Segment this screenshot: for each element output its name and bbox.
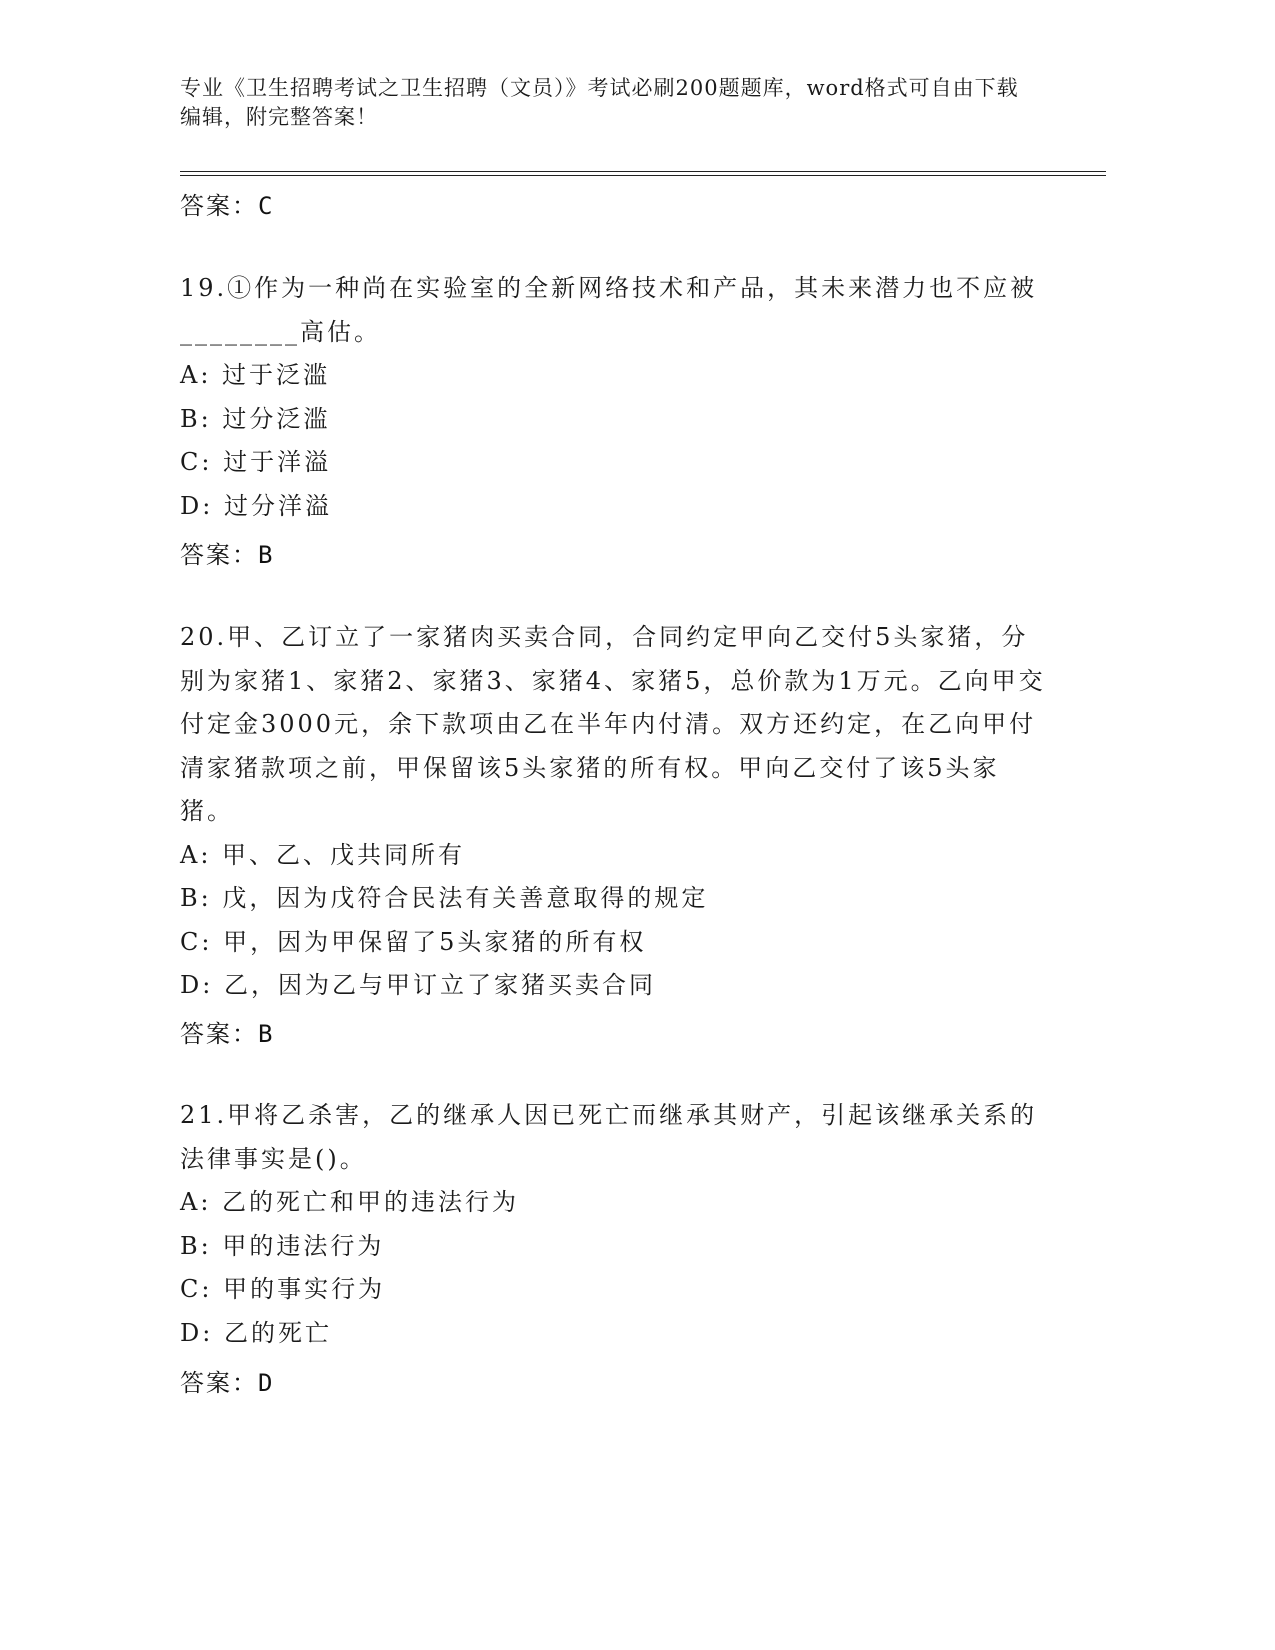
option-d: D: 乙的死亡: [180, 1318, 332, 1347]
header-rule-bottom: [180, 175, 1106, 176]
option-a: A: 甲、乙、戊共同所有: [180, 840, 466, 869]
question-19: [180, 267, 1050, 528]
question-text: 19.①作为一种尚在实验室的全新网络技术和产品，其未来潜力也不应被________高估。: [180, 274, 1038, 346]
answer-21: 答案：D: [180, 1369, 275, 1397]
option-a: A: 过于泛滥: [180, 361, 331, 389]
option-b: B: 甲的违法行为: [180, 1231, 385, 1260]
answer-20: 答案：B: [180, 1020, 275, 1048]
option-c: C: 甲的事实行为: [180, 1275, 386, 1303]
option-d: D: 乙，因为乙与甲订立了家猪买卖合同: [180, 971, 656, 999]
question-21: [180, 1094, 1050, 1355]
header-rule-top: [180, 171, 1106, 172]
previous-answer: 答案：C: [180, 192, 275, 220]
option-b: B: 过分泛滥: [180, 404, 331, 433]
option-b: B: 戊，因为戊符合民法有关善意取得的规定: [180, 884, 709, 912]
option-c: C: 过于洋溢: [180, 448, 332, 476]
document-header: 专业《卫生招聘考试之卫生招聘（文员）》考试必刷200题题库，word格式可自由下载编辑，附完整答案！: [180, 76, 1019, 129]
answer-19: 答案：B: [180, 541, 275, 569]
option-a: A: 乙的死亡和甲的违法行为: [180, 1188, 520, 1216]
question-20: [180, 616, 1050, 1008]
question-text: 21.甲将乙杀害，乙的继承人因已死亡而继承其财产，引起该继承关系的法律事实是()。: [180, 1101, 1038, 1173]
option-d: D: 过分洋溢: [180, 491, 332, 520]
option-c: C: 甲，因为甲保留了5头家猪的所有权: [180, 927, 647, 956]
question-text: 20.甲、乙订立了一家猪肉买卖合同，合同约定甲向乙交付5头家猪，分别为家猪1、家猪2、家猪3、家猪4、家猪5，总价款为1万元。乙向甲交付定金3000元，余下款项由乙在半年内付清。双方还约定，在乙向甲付清家猪款项之前，甲保留该5头家猪的所有权。甲向乙交付了该5头家猪。: [180, 623, 1046, 825]
